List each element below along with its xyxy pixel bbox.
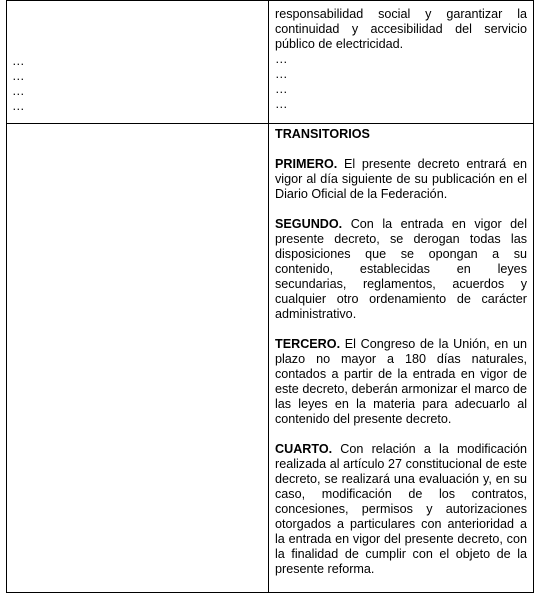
ellipsis: … bbox=[275, 52, 288, 66]
article-segundo bbox=[275, 217, 527, 322]
right-cell-top bbox=[269, 1, 534, 124]
article-tercero bbox=[275, 337, 527, 427]
article-label: PRIMERO. bbox=[275, 157, 338, 171]
article-label: TERCERO. bbox=[275, 337, 341, 351]
transitorios-heading: TRANSITORIOS bbox=[275, 127, 370, 141]
ellipsis: … bbox=[12, 99, 25, 113]
article-text: El presente decreto entrará en vigor al día siguiente de su publicación en el Diario Oficial de la Federación. bbox=[275, 157, 527, 201]
article-cuarto bbox=[275, 442, 527, 577]
table-row bbox=[7, 124, 534, 593]
left-cell-bottom bbox=[7, 124, 269, 593]
article-text: Con relación a la modificación realizada al artículo 27 constitucional de este decreto, se realizará una evaluación y, en su caso, modificación de los contratos, concesiones, permisos y autorizaciones otorgados a particulares con anterioridad a la entrada en vigor del presente decreto, con la finalidad de cumplir con el objeto de la presente reforma. bbox=[275, 442, 527, 576]
article-label: CUARTO. bbox=[275, 442, 333, 456]
ellipsis: … bbox=[275, 97, 288, 111]
article-text: El Congreso de la Unión, en un plazo no mayor a 180 días naturales, contados a partir de la entrada en vigor de este decreto, deberán armonizar el marco de las leyes en la materia para adecuarlo al contenido del presente decreto. bbox=[275, 337, 527, 426]
ellipsis: … bbox=[275, 67, 288, 81]
continuation-paragraph: responsabilidad social y garantizar la continuidad y accesibilidad del servicio público de electricidad. bbox=[275, 7, 527, 51]
right-cell-bottom bbox=[269, 124, 534, 593]
ellipsis: … bbox=[12, 54, 25, 68]
ellipsis: … bbox=[12, 69, 25, 83]
ellipsis: … bbox=[275, 82, 288, 96]
article-text: Con la entrada en vigor del presente decreto, se derogan todas las disposiciones que se opongan a su contenido, establecidas en leyes secundarias, reglamentos, acuerdos y cualquier otro ordenamiento de carácter administrativo. bbox=[275, 217, 527, 321]
article-label: SEGUNDO. bbox=[275, 217, 343, 231]
table-row bbox=[7, 1, 534, 124]
left-cell-top bbox=[7, 1, 269, 124]
ellipsis: … bbox=[12, 84, 25, 98]
article-primero bbox=[275, 157, 527, 202]
comparison-table bbox=[6, 0, 534, 593]
